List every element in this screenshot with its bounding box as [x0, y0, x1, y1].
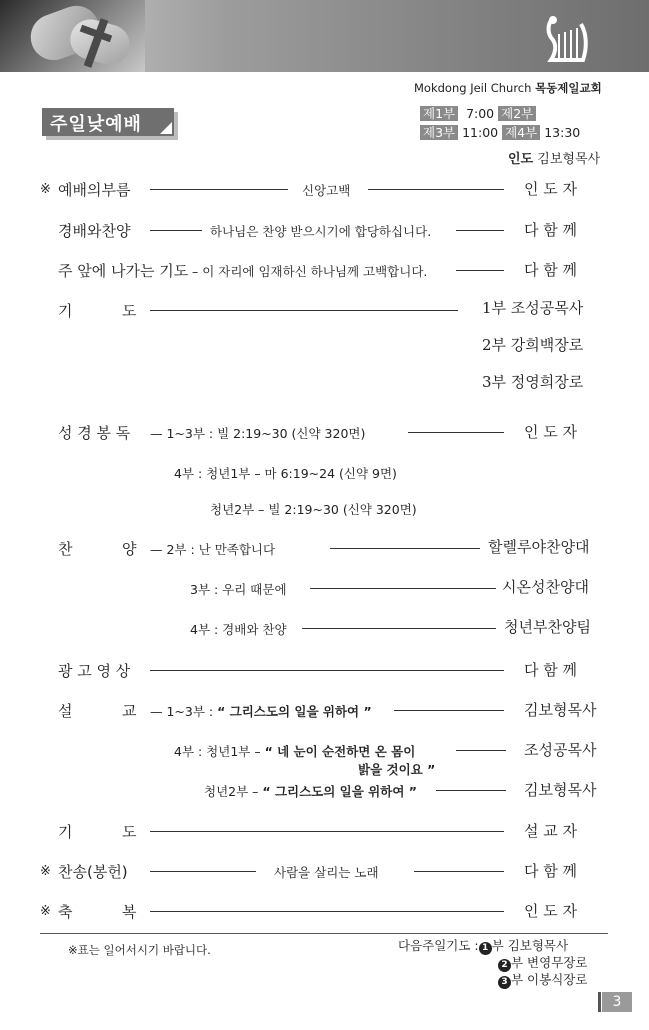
leader-line	[150, 871, 256, 872]
offering-desc: 사람을 살리는 노래	[274, 865, 379, 880]
page-number: 3	[602, 992, 632, 1012]
standing-mark: ※	[40, 182, 51, 197]
leader-line	[394, 710, 504, 711]
prayer-person-1: 1부 조성공목사	[482, 299, 584, 317]
officiant: 인도 김보형목사	[508, 152, 601, 167]
page-number-bar	[598, 992, 601, 1012]
offering-right: 다 함 께	[524, 862, 578, 880]
leader-line	[330, 548, 480, 549]
sermon-line-2: 4부 : 청년1부 – “ 네 눈이 순전하면 온 몸이	[174, 744, 416, 759]
sermon-right-1: 김보형목사	[524, 701, 597, 719]
leader-line	[150, 670, 504, 671]
leader-line	[150, 310, 458, 311]
scripture-right: 인 도 자	[524, 423, 578, 441]
scripture-label: 성 경 봉 독	[58, 424, 131, 442]
praise-label: 경배와찬양	[58, 222, 131, 240]
service-times-row1: 제1부 7:00 제2부	[420, 104, 536, 122]
prayer-person-3: 3부 정영희장로	[482, 373, 584, 391]
call-to-worship-label: 예배의부름	[58, 181, 131, 199]
leader-line	[408, 432, 504, 433]
benediction-right: 인 도 자	[524, 902, 578, 920]
hymn-right-1: 할렐루야찬양대	[488, 538, 590, 556]
leader-line	[150, 831, 504, 832]
sermon-right-2: 조성공목사	[524, 741, 597, 759]
call-to-worship-desc: 신앙고백	[302, 183, 351, 198]
praise-right: 다 함 께	[524, 221, 578, 239]
benediction-label-1: 축	[58, 903, 73, 921]
call-to-worship-right: 인 도 자	[524, 180, 578, 198]
standing-mark: ※	[40, 864, 51, 879]
number-badge: 3	[498, 976, 511, 989]
sermon-label-1: 설	[58, 702, 73, 720]
closing-prayer-label-2: 도	[122, 823, 137, 841]
prayer-person-2: 2부 강희백장로	[482, 336, 584, 354]
leader-line	[456, 270, 504, 271]
leader-line	[310, 588, 496, 589]
leader-line	[150, 189, 288, 190]
leader-line	[456, 750, 506, 751]
benediction-label-2: 복	[122, 903, 137, 921]
scripture-line-2: 4부 : 청년1부 – 마 6:19~24 (신약 9면)	[174, 466, 397, 481]
leader-line	[456, 230, 504, 231]
leader-line	[150, 911, 504, 912]
confession-desc: – 이 자리에 임재하신 하나님께 고백합니다.	[192, 264, 428, 279]
standing-mark: ※	[40, 904, 51, 919]
page-title: 주일낮예배	[50, 114, 142, 135]
church-name: Mokdong Jeil Church 목동제일교회	[414, 81, 602, 95]
leader-line	[436, 790, 506, 791]
hymn-line-3: 4부 : 경배와 찬양	[190, 622, 287, 637]
leader-line	[302, 628, 496, 629]
harp-logo-icon	[543, 14, 591, 68]
footnote: ※표는 일어서시기 바랍니다.	[68, 943, 211, 957]
hymn-right-2: 시온성찬양대	[502, 578, 589, 596]
sermon-label-2: 교	[122, 702, 137, 720]
hymn-right-3: 청년부찬양팀	[504, 618, 591, 636]
hymn-label-1: 찬	[58, 540, 73, 558]
service-times-row2: 제3부 11:00 제4부 13:30	[420, 123, 580, 141]
sermon-line-2b: 밝을 것이요 ”	[358, 762, 436, 777]
sermon-line-1: — 1~3부 : “ 그리스도의 일을 위하여 ”	[150, 704, 372, 719]
number-badge: 2	[498, 959, 511, 972]
sermon-right-3: 김보형목사	[524, 781, 597, 799]
prayer-label-2: 도	[122, 302, 137, 320]
hymn-label-2: 양	[122, 540, 137, 558]
hymn-line-1: — 2부 : 난 만족합니다	[150, 542, 276, 557]
prayer-label-1: 기	[58, 302, 73, 320]
offering-label: 찬송(봉헌)	[58, 863, 128, 881]
closing-prayer-label-1: 기	[58, 823, 73, 841]
next-week-prayer: 다음주일기도 : 1 부 김보형목사 2 부 변영무장로 3 부 이봉식장로	[398, 938, 588, 987]
closing-prayer-right: 설 교 자	[524, 822, 578, 840]
leader-line	[368, 189, 504, 190]
title-corner	[160, 122, 172, 134]
leader-line	[414, 871, 504, 872]
praying-hands-photo	[0, 0, 145, 72]
confession-label: 주 앞에 나가는 기도	[58, 262, 189, 280]
sermon-line-3: 청년2부 – “ 그리스도의 일을 위하여 ”	[204, 784, 417, 799]
leader-line	[150, 230, 202, 231]
confession-right: 다 함 께	[524, 261, 578, 279]
scripture-line-1: — 1~3부 : 빌 2:19~30 (신약 320면)	[150, 426, 366, 441]
praise-desc: 하나님은 찬양 받으시기에 합당하십니다.	[210, 224, 432, 239]
scripture-line-3: 청년2부 – 빌 2:19~30 (신약 320면)	[210, 502, 417, 517]
bottom-rule	[40, 933, 608, 934]
announcement-label: 광 고 영 상	[58, 662, 131, 680]
announcement-right: 다 함 께	[524, 661, 578, 679]
number-badge: 1	[479, 942, 492, 955]
hymn-line-2: 3부 : 우리 때문에	[190, 582, 287, 597]
